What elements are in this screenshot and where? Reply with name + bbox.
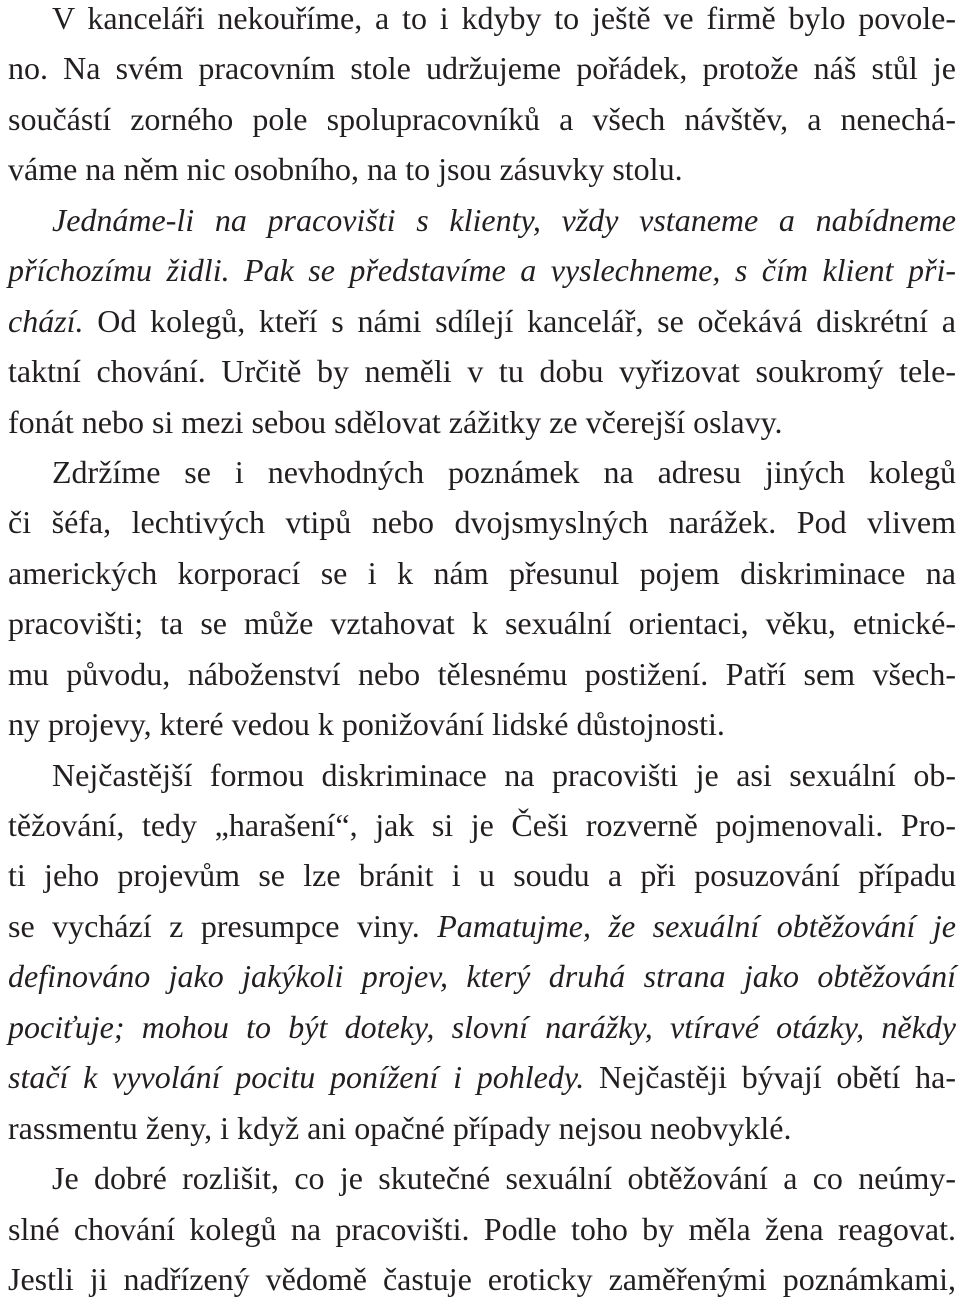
text-line <box>8 447 956 497</box>
body-text: váme na něm nic osobního, na to jsou zásuvky stolu. <box>8 151 683 188</box>
document-page <box>8 0 956 1304</box>
body-text: Je dobré rozlišit, co je skutečné sexuální obtěžování a co neúmy- <box>52 1160 956 1197</box>
text-line <box>8 94 956 144</box>
text-line <box>8 850 956 900</box>
text-line <box>8 346 956 396</box>
text-line <box>8 1204 956 1254</box>
italic-text: příchozímu židli. Pak se představíme a vyslechneme, s čím klient při- <box>8 252 956 289</box>
body-text: ti jeho projevům se lze bránit i u soudu a při posuzování případu <box>8 857 956 894</box>
body-text: Nejčastější formou diskriminace na pracovišti je asi sexuální ob- <box>52 756 956 793</box>
text-line <box>8 1103 956 1153</box>
body-text: taktní chování. Určitě by neměli v tu dobu vyřizovat soukromý tele- <box>8 353 956 390</box>
paragraph <box>8 195 956 447</box>
body-text: Zdržíme se i nevhodných poznámek na adresu jiných kolegů <box>52 453 956 490</box>
paragraph <box>8 1153 956 1304</box>
text-line <box>8 43 956 93</box>
body-text: Nejčastěji bývají obětí ha- <box>584 1059 957 1096</box>
body-text: fonát nebo si mezi sebou sdělovat zážitky ze včerejší oslavy. <box>8 403 783 440</box>
text-line <box>8 245 956 295</box>
italic-text: definováno jako jakýkoli projev, který druhá strana jako obtěžování <box>8 958 956 995</box>
text-line <box>8 548 956 598</box>
body-text: či šéfa, lechtivých vtipů nebo dvojsmyslných narážek. Pod vlivem <box>8 504 956 541</box>
text-line <box>8 750 956 800</box>
body-text: se vychází z presumpce viny. <box>8 907 438 944</box>
text-line <box>8 144 956 194</box>
text-line <box>8 901 956 951</box>
text-line <box>8 800 956 850</box>
body-text: ny projevy, které vedou k ponižování lidské důstojnosti. <box>8 706 725 743</box>
paragraph <box>8 447 956 750</box>
body-text: mu původu, náboženství nebo tělesnému postižení. Patří sem všech- <box>8 655 956 692</box>
body-text: Jestli ji nadřízený vědomě častuje eroticky zaměřenými poznámkami, <box>8 1260 956 1297</box>
body-text: pracovišti; ta se může vztahovat k sexuální orientaci, věku, etnické- <box>8 605 956 642</box>
body-text: amerických korporací se i k nám přesunul pojem diskriminace na <box>8 554 956 591</box>
italic-text: pociťuje; mohou to být doteky, slovní narážky, vtíravé otázky, někdy <box>8 1008 956 1045</box>
paragraph <box>8 0 956 195</box>
body-text: rassmentu ženy, i když ani opačné případy nejsou neobvyklé. <box>8 1109 792 1146</box>
text-line <box>8 397 956 447</box>
italic-text: Pamatujme, že sexuální obtěžování je <box>437 907 957 944</box>
paragraph <box>8 750 956 1154</box>
body-text: součástí zorného pole spolupracovníků a všech návštěv, a nenechá- <box>8 100 956 137</box>
text-line <box>8 1153 956 1203</box>
text-line <box>8 0 956 43</box>
body-text: těžování, tedy „harašení“, jak si je Češi rozverně pojmenovali. Pro- <box>8 807 956 843</box>
text-line <box>8 649 956 699</box>
italic-text: stačí k vyvolání pocitu ponížení i pohledy. <box>8 1059 585 1096</box>
body-text: no. Na svém pracovním stole udržujeme pořádek, protože náš stůl je <box>8 50 956 87</box>
text-line <box>8 1254 956 1304</box>
body-text: slné chování kolegů na pracovišti. Podle toho by měla žena reagovat. <box>8 1210 956 1247</box>
text-line <box>8 497 956 547</box>
body-text: Od kolegů, kteří s námi sdílejí kancelář, se očekává diskrétní a <box>83 302 956 339</box>
italic-text: chází. <box>8 302 84 339</box>
text-line <box>8 951 956 1001</box>
italic-text: Jednáme-li na pracovišti s klienty, vždy vstaneme a nabídneme <box>52 201 956 238</box>
text-line <box>8 1052 956 1102</box>
text-line <box>8 598 956 648</box>
text-line <box>8 699 956 749</box>
text-line <box>8 296 956 346</box>
body-text: V kanceláři nekouříme, a to i kdyby to ještě ve firmě bylo povole- <box>52 0 956 36</box>
text-line <box>8 195 956 245</box>
text-line <box>8 1002 956 1052</box>
